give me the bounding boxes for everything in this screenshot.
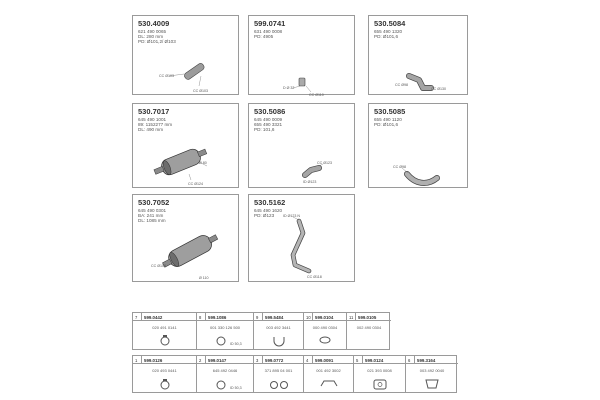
accessory-cell[interactable] bbox=[406, 356, 458, 392]
ring-clamp-icon bbox=[197, 313, 254, 351]
item-part-number: 599.0104 bbox=[315, 314, 334, 320]
accessory-cell[interactable] bbox=[354, 356, 406, 392]
u-bolt-icon bbox=[254, 313, 304, 351]
accessory-cell[interactable] bbox=[254, 313, 304, 349]
part-detail: 655 490 1120 bbox=[374, 117, 402, 122]
item-part-number: 599.0442 bbox=[144, 314, 163, 320]
part-detail: PD: 101,6 bbox=[254, 127, 275, 132]
part-detail: PD: 4905 bbox=[254, 34, 274, 39]
accessory-strip-1 bbox=[132, 312, 390, 350]
item-reference: 003 492 3441 bbox=[266, 325, 291, 330]
item-index: 6 bbox=[408, 357, 411, 363]
part-detail: DL: 1085 mm bbox=[138, 218, 166, 223]
part-card-3[interactable] bbox=[368, 15, 468, 95]
item-part-number: 599.0126 bbox=[144, 357, 163, 363]
accessory-strip-2 bbox=[132, 355, 457, 393]
dimension-label: CC Ø118 bbox=[307, 275, 322, 279]
part-number: 530.5086 bbox=[254, 107, 286, 116]
rubber-mount-icon bbox=[304, 313, 347, 351]
accessory-cell[interactable] bbox=[304, 356, 354, 392]
part-card-8[interactable] bbox=[248, 194, 355, 282]
item-index: 1 bbox=[135, 357, 138, 363]
part-detail: 645 490 0009 bbox=[254, 117, 283, 122]
part-card-1[interactable] bbox=[132, 15, 239, 95]
dimension-label: Ø 110 bbox=[199, 276, 209, 280]
part-detail: DL: 490 mm bbox=[138, 127, 164, 132]
bracket-icon bbox=[304, 356, 354, 394]
part-detail: DL: 280 mm bbox=[138, 34, 164, 39]
part-detail: PD: Ø123 bbox=[254, 213, 275, 218]
item-index: 8 bbox=[199, 314, 202, 320]
pipe-illustration bbox=[133, 16, 240, 96]
dimension-label: ID 50,3 bbox=[230, 386, 242, 390]
dimension-label: CC Ø123 bbox=[317, 161, 332, 165]
part-card-7[interactable] bbox=[132, 194, 239, 282]
item-part-number: 599.3164 bbox=[417, 357, 436, 363]
item-part-number: 599.0105 bbox=[358, 314, 377, 320]
part-detail: 655 490 1320 bbox=[374, 29, 403, 34]
dimension-label: ID 50,3 bbox=[230, 342, 242, 346]
accessory-cell[interactable] bbox=[347, 313, 391, 349]
accessory-cell[interactable] bbox=[304, 313, 347, 349]
dimension-label: CC Ø158 bbox=[151, 264, 166, 268]
part-number: 530.7052 bbox=[138, 198, 170, 207]
item-index: 4 bbox=[306, 357, 309, 363]
muffler-illustration bbox=[133, 104, 240, 189]
dimension-label: ID Ø123 N bbox=[283, 214, 300, 218]
dimension-label: CC Ø103 bbox=[193, 89, 208, 93]
accessory-cell[interactable] bbox=[197, 313, 254, 349]
part-detail: PD: Ø101,6 bbox=[374, 122, 399, 127]
part-number: 530.5085 bbox=[374, 107, 406, 116]
clamp-illustration bbox=[249, 16, 356, 96]
item-part-number: 599.0091 bbox=[315, 357, 334, 363]
part-detail: 645 490 1620 bbox=[254, 208, 283, 213]
part-detail: 631 490 0008 bbox=[254, 29, 283, 34]
item-reference: 021 393 0008 bbox=[367, 368, 392, 373]
item-reference: 003 492 0040 bbox=[419, 368, 445, 373]
item-part-number: 599.0772 bbox=[265, 357, 284, 363]
dimension-label: D Ø 32 bbox=[283, 86, 295, 90]
part-card-5[interactable] bbox=[248, 103, 355, 188]
item-reference: 020 491 0141 bbox=[152, 325, 177, 330]
hanger-icon bbox=[406, 356, 458, 394]
silencer-illustration bbox=[133, 195, 240, 283]
item-part-number: 599.1086 bbox=[208, 314, 227, 320]
long-pipe-illustration bbox=[249, 195, 356, 283]
part-detail: PD: Ø101,2/ Ø103 bbox=[138, 39, 176, 44]
part-number: 530.4009 bbox=[138, 19, 170, 28]
item-part-number: 599.0147 bbox=[208, 357, 227, 363]
item-index: 10 bbox=[306, 314, 311, 320]
accessory-cell[interactable] bbox=[133, 313, 197, 349]
part-number: 530.5162 bbox=[254, 198, 286, 207]
item-reference: 000 490 0304 bbox=[312, 325, 338, 330]
dimension-label: CC Ø110 bbox=[309, 93, 324, 96]
dimension-label: CC Ø98 bbox=[393, 165, 406, 169]
item-index: 5 bbox=[356, 357, 359, 363]
item-index: 7 bbox=[135, 314, 138, 320]
part-card-4[interactable] bbox=[132, 103, 239, 188]
item-index: 2 bbox=[199, 357, 202, 363]
item-reference: 001 492 3002 bbox=[316, 368, 341, 373]
item-index: 11 bbox=[349, 314, 354, 320]
part-detail: 645 490 1001 bbox=[138, 117, 167, 122]
dimension-label: Ø 80 bbox=[199, 161, 207, 165]
part-detail: PD: Ø101,6 bbox=[374, 34, 399, 39]
item-reference: 645 492 0446 bbox=[212, 368, 238, 373]
bend-pipe-illustration bbox=[249, 104, 356, 189]
dimension-label: CC Ø130 bbox=[431, 87, 446, 91]
clamp-icon bbox=[133, 313, 197, 351]
flex-pipe-illustration bbox=[369, 104, 469, 189]
item-part-number: 599.0124 bbox=[365, 357, 384, 363]
part-card-6[interactable] bbox=[368, 103, 468, 188]
dimension-label: CC Ø124 bbox=[188, 182, 203, 186]
part-detail: 89: 1152277 mm bbox=[138, 122, 173, 127]
part-detail: 645 490 0301 bbox=[138, 208, 167, 213]
part-number: 599.0741 bbox=[254, 19, 286, 28]
elbow-pipe-illustration bbox=[369, 16, 469, 96]
ring-clamp-icon bbox=[197, 356, 254, 394]
dimension-label: CC Ø98 bbox=[395, 83, 408, 87]
part-card-2[interactable] bbox=[248, 15, 355, 95]
item-index: 3 bbox=[256, 357, 259, 363]
dimension-label: ID Ø123 bbox=[303, 180, 317, 184]
accessory-cell[interactable] bbox=[197, 356, 254, 392]
double-clamp-icon bbox=[254, 356, 304, 394]
part-detail: 655 490 3321 bbox=[254, 122, 283, 127]
accessory-cell[interactable] bbox=[133, 356, 197, 392]
item-reference: 371 895 04 001 bbox=[264, 368, 293, 373]
part-detail: 621 490 0065 bbox=[138, 29, 167, 34]
item-reference: 001 330 126 500 bbox=[209, 325, 241, 330]
item-reference: 002 490 0304 bbox=[356, 325, 382, 330]
clamp-icon bbox=[133, 356, 197, 394]
dimension-label: CC Ø103 bbox=[159, 74, 174, 78]
gasket-icon bbox=[354, 356, 406, 394]
item-part-number: 599.5484 bbox=[265, 314, 284, 320]
part-detail: BA: 241 mm bbox=[138, 213, 164, 218]
accessory-cell[interactable] bbox=[254, 356, 304, 392]
item-reference: 020 493 0441 bbox=[152, 368, 177, 373]
part-number: 530.5084 bbox=[374, 19, 406, 28]
item-index: 9 bbox=[256, 314, 259, 320]
part-number: 530.7017 bbox=[138, 107, 170, 116]
